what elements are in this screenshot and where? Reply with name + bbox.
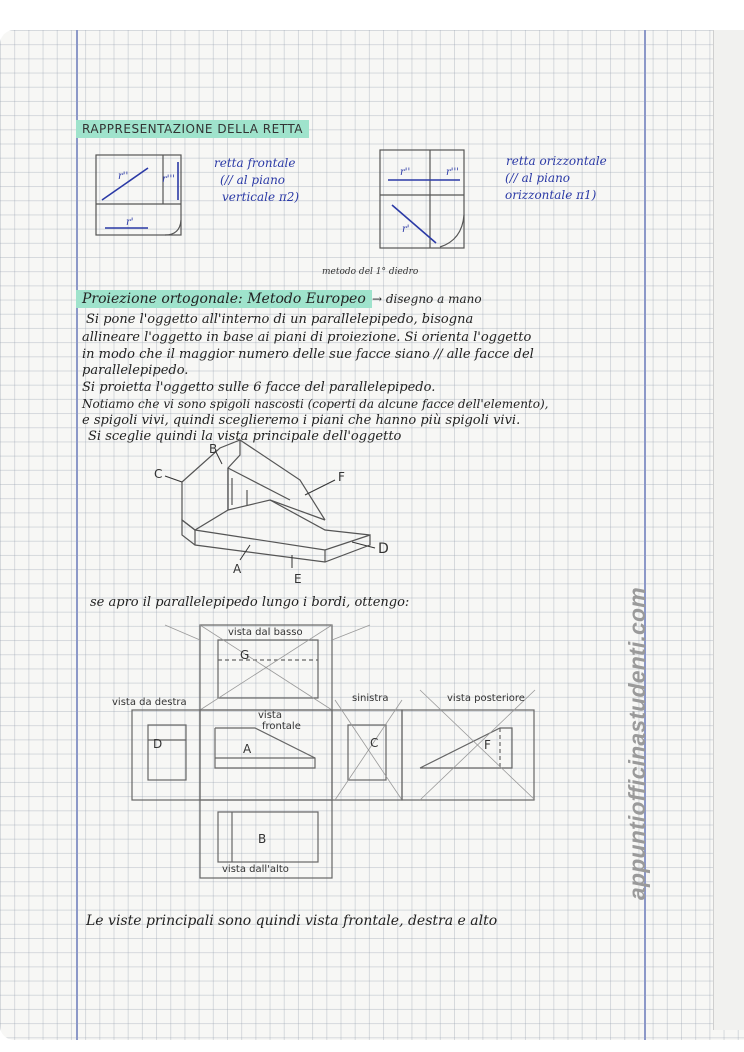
label-front-view-2: frontale xyxy=(262,721,301,732)
label-top-view: vista dall'alto xyxy=(222,864,289,875)
iso-label-d: D xyxy=(378,541,389,557)
body-line-3: in modo che il maggior numero delle sue facce siano // alle facce del xyxy=(82,347,534,362)
iso-label-e: E xyxy=(294,572,302,586)
frontal-line-diagram xyxy=(96,155,181,235)
diagram2-label-r1: r' xyxy=(402,224,410,235)
diagram2-label-r3: r''' xyxy=(446,167,460,178)
view-letter-d: D xyxy=(153,737,163,751)
diagram1-note-3: verticale π2) xyxy=(222,190,300,204)
body-line-5: Si proietta l'oggetto sulle 6 facce del parallelepipedo. xyxy=(82,380,436,395)
diagram1-note-1: retta frontale xyxy=(214,156,296,170)
label-front-view-1: vista xyxy=(258,710,282,721)
view-letter-g: G xyxy=(240,648,250,662)
diagram2-note-3: orizzontale π1) xyxy=(505,188,597,202)
horizontal-line-diagram xyxy=(380,150,464,248)
diagram1-label-r1: r' xyxy=(126,217,134,228)
diagram1-label-r2: r'' xyxy=(118,171,129,182)
view-letter-c: C xyxy=(370,736,379,750)
diagram1-label-r3: r''' xyxy=(162,174,176,185)
iso-label-a: A xyxy=(233,562,242,576)
page-title: RAPPRESENTAZIONE DELLA RETTA xyxy=(76,120,309,138)
diagram2-note-2: (// al piano xyxy=(505,171,571,185)
section-arrow-note: → disegno a mano xyxy=(372,292,482,306)
diagram1-note-2: (// al piano xyxy=(220,173,286,187)
body-line-4: parallelepipedo. xyxy=(82,363,189,378)
watermark: appuntiofficinastudenti.com xyxy=(624,587,650,900)
unfolded-views xyxy=(132,625,535,878)
body-line-7: e spigoli vivi, quindi sceglieremo i piani che hanno più spigoli vivi. xyxy=(82,413,521,428)
view-letter-f: F xyxy=(484,738,491,752)
method-note: metodo del 1° diedro xyxy=(322,267,419,277)
section-heading: Proiezione ortogonale: Metodo Europeo xyxy=(76,290,372,308)
isometric-object xyxy=(182,440,370,562)
label-right-view: vista da destra xyxy=(112,697,187,708)
body-line-6: Notiamo che vi sono spigoli nascosti (coperti da alcune facce dell'elemento), xyxy=(82,397,549,411)
iso-label-b: B xyxy=(209,442,218,456)
label-bottom-view: vista dal basso xyxy=(228,627,303,638)
unfold-caption: se apro il parallelepipedo lungo i bordi, ottengo: xyxy=(90,595,410,610)
iso-label-c: C xyxy=(154,467,163,481)
body-line-1: Si pone l'oggetto all'interno di un parallelepipedo, bisogna xyxy=(86,312,474,327)
diagram2-label-r2: r'' xyxy=(400,167,411,178)
body-line-8: Si sceglie quindi la vista principale dell'oggetto xyxy=(88,429,402,444)
view-letter-b: B xyxy=(258,832,267,846)
diagram2-note-1: retta orizzontale xyxy=(506,154,607,168)
iso-label-f: F xyxy=(338,470,345,484)
conclusion-text: Le viste principali sono quindi vista frontale, destra e alto xyxy=(86,913,498,929)
label-back-view: vista posteriore xyxy=(447,693,525,704)
body-line-2: allineare l'oggetto in base ai piani di proiezione. Si orienta l'oggetto xyxy=(82,330,532,345)
label-left-view: sinistra xyxy=(352,693,389,704)
view-letter-a: A xyxy=(243,742,252,756)
